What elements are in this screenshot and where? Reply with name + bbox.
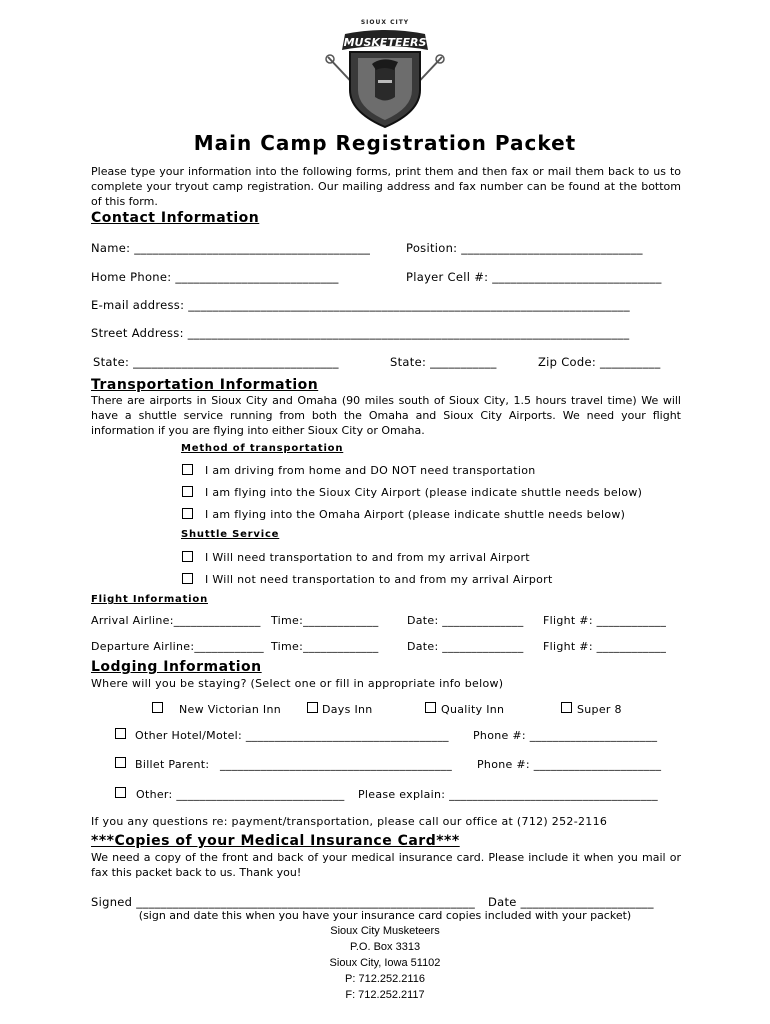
driving-label: I am driving from home and DO NOT need transportation <box>205 464 536 477</box>
method-heading: Method of transportation <box>181 443 344 454</box>
position-field[interactable]: Position: ______________________________ <box>406 241 643 255</box>
state-field-2[interactable]: State: ___________ <box>390 355 497 369</box>
address-phone: P: 712.252.2116 <box>345 973 425 985</box>
address-org: Sioux City Musketeers <box>330 925 440 937</box>
need-transport-label: I Will need transportation to and from my arrival Airport <box>205 551 530 564</box>
omaha-airport-label: I am flying into the Omaha Airport (please indicate shuttle needs below) <box>205 508 626 521</box>
arrival-date-field[interactable]: Date: ______________ <box>407 614 524 627</box>
need-transport-checkbox[interactable] <box>182 551 193 562</box>
questions-text: If you any questions re: payment/transportation, please call our office at (712) 252-2116 <box>91 815 608 828</box>
new-victorian-label: New Victorian Inn <box>179 703 281 716</box>
other-field[interactable]: Other: _____________________________ <box>136 788 345 801</box>
transport-text: There are airports in Sioux City and Omaha (90 miles south of Sioux City, 1.5 hours travel time) We will have a shuttle service running from both the Omaha and Sioux City Airports. We need your flight information if you are flying into either Sioux City or Omaha. <box>91 394 681 437</box>
signed-field[interactable]: Signed ________________________________________________________ <box>91 895 476 909</box>
departure-airline-field[interactable]: Departure Airline:____________ <box>91 640 264 653</box>
state-field[interactable]: State: __________________________________ <box>93 355 339 369</box>
days-inn-label: Days Inn <box>322 703 373 716</box>
sioux-city-airport-label: I am flying into the Sioux City Airport (please indicate shuttle needs below) <box>205 486 643 499</box>
address-fax: F: 712.252.2117 <box>345 989 425 1001</box>
new-victorian-checkbox[interactable] <box>152 702 163 713</box>
quality-inn-label: Quality Inn <box>441 703 505 716</box>
address-city: Sioux City, Iowa 51102 <box>329 957 441 969</box>
omaha-airport-checkbox[interactable] <box>182 508 193 519</box>
date-field[interactable]: Date ______________________ <box>488 895 654 909</box>
street-field[interactable]: Street Address: _________________________________________________________________________ <box>91 326 630 340</box>
email-field[interactable]: E-mail address: _________________________________________________________________________ <box>91 298 630 312</box>
departure-time-field[interactable]: Time:_____________ <box>271 640 379 653</box>
other-hotel-checkbox[interactable] <box>115 728 126 739</box>
arrival-flight-field[interactable]: Flight #: ____________ <box>543 614 667 627</box>
billet-field[interactable]: ________________________________________ <box>220 758 452 771</box>
insurance-text: We need a copy of the front and back of your medical insurance card. Please include it when you mail or fax this packet back to us. Thank you! <box>91 851 681 879</box>
super-8-checkbox[interactable] <box>561 702 572 713</box>
lodging-heading: Lodging Information <box>91 659 262 675</box>
departure-flight-field[interactable]: Flight #: ____________ <box>543 640 667 653</box>
billet-phone-field[interactable]: Phone #: ______________________ <box>477 758 662 771</box>
quality-inn-checkbox[interactable] <box>425 702 436 713</box>
home-phone-field[interactable]: Home Phone: ___________________________ <box>91 270 339 284</box>
intro-text: Please type your information into the following forms, print them and then fax or mail them back to us to complete your tryout camp registration. Our mailing address and fax number can be found at the bottom of this form. <box>91 165 681 208</box>
super-8-label: Super 8 <box>577 703 622 716</box>
no-transport-label: I Will not need transportation to and from my arrival Airport <box>205 573 553 586</box>
address-po-box: P.O. Box 3313 <box>349 941 421 953</box>
arrival-time-field[interactable]: Time:_____________ <box>271 614 379 627</box>
player-cell-field[interactable]: Player Cell #: ____________________________ <box>406 270 662 284</box>
billet-label: Billet Parent: <box>135 758 210 771</box>
insurance-heading: ***Copies of your Medical Insurance Card*** <box>91 833 460 849</box>
shuttle-heading: Shuttle Service <box>181 529 280 540</box>
contact-heading: Contact Information <box>91 210 260 226</box>
other-hotel-field[interactable]: Other Hotel/Motel: ___________________________________ <box>135 729 449 742</box>
sioux-city-airport-checkbox[interactable] <box>182 486 193 497</box>
logo-top-text: SIOUX CITY <box>360 19 410 26</box>
flight-heading: Flight Information <box>91 594 208 605</box>
other-hotel-phone-field[interactable]: Phone #: ______________________ <box>473 729 658 742</box>
billet-checkbox[interactable] <box>115 757 126 768</box>
no-transport-checkbox[interactable] <box>182 573 193 584</box>
lodging-question: Where will you be staying? (Select one or fill in appropriate info below) <box>91 677 504 690</box>
signature-note: (sign and date this when you have your insurance card copies included with your packet) <box>138 909 632 922</box>
zip-field[interactable]: Zip Code: __________ <box>538 355 661 369</box>
driving-checkbox[interactable] <box>182 464 193 475</box>
departure-date-field[interactable]: Date: ______________ <box>407 640 524 653</box>
other-checkbox[interactable] <box>115 787 126 798</box>
musketeers-logo <box>320 12 450 132</box>
logo-name: MUSKETEERS <box>343 36 427 49</box>
arrival-airline-field[interactable]: Arrival Airline:_______________ <box>91 614 261 627</box>
transport-heading: Transportation Information <box>91 377 319 393</box>
explain-field[interactable]: Please explain: ____________________________________ <box>358 788 658 801</box>
days-inn-checkbox[interactable] <box>307 702 318 713</box>
name-field[interactable]: Name: _______________________________________ <box>91 241 371 255</box>
page-title: Main Camp Registration Packet <box>193 131 577 155</box>
